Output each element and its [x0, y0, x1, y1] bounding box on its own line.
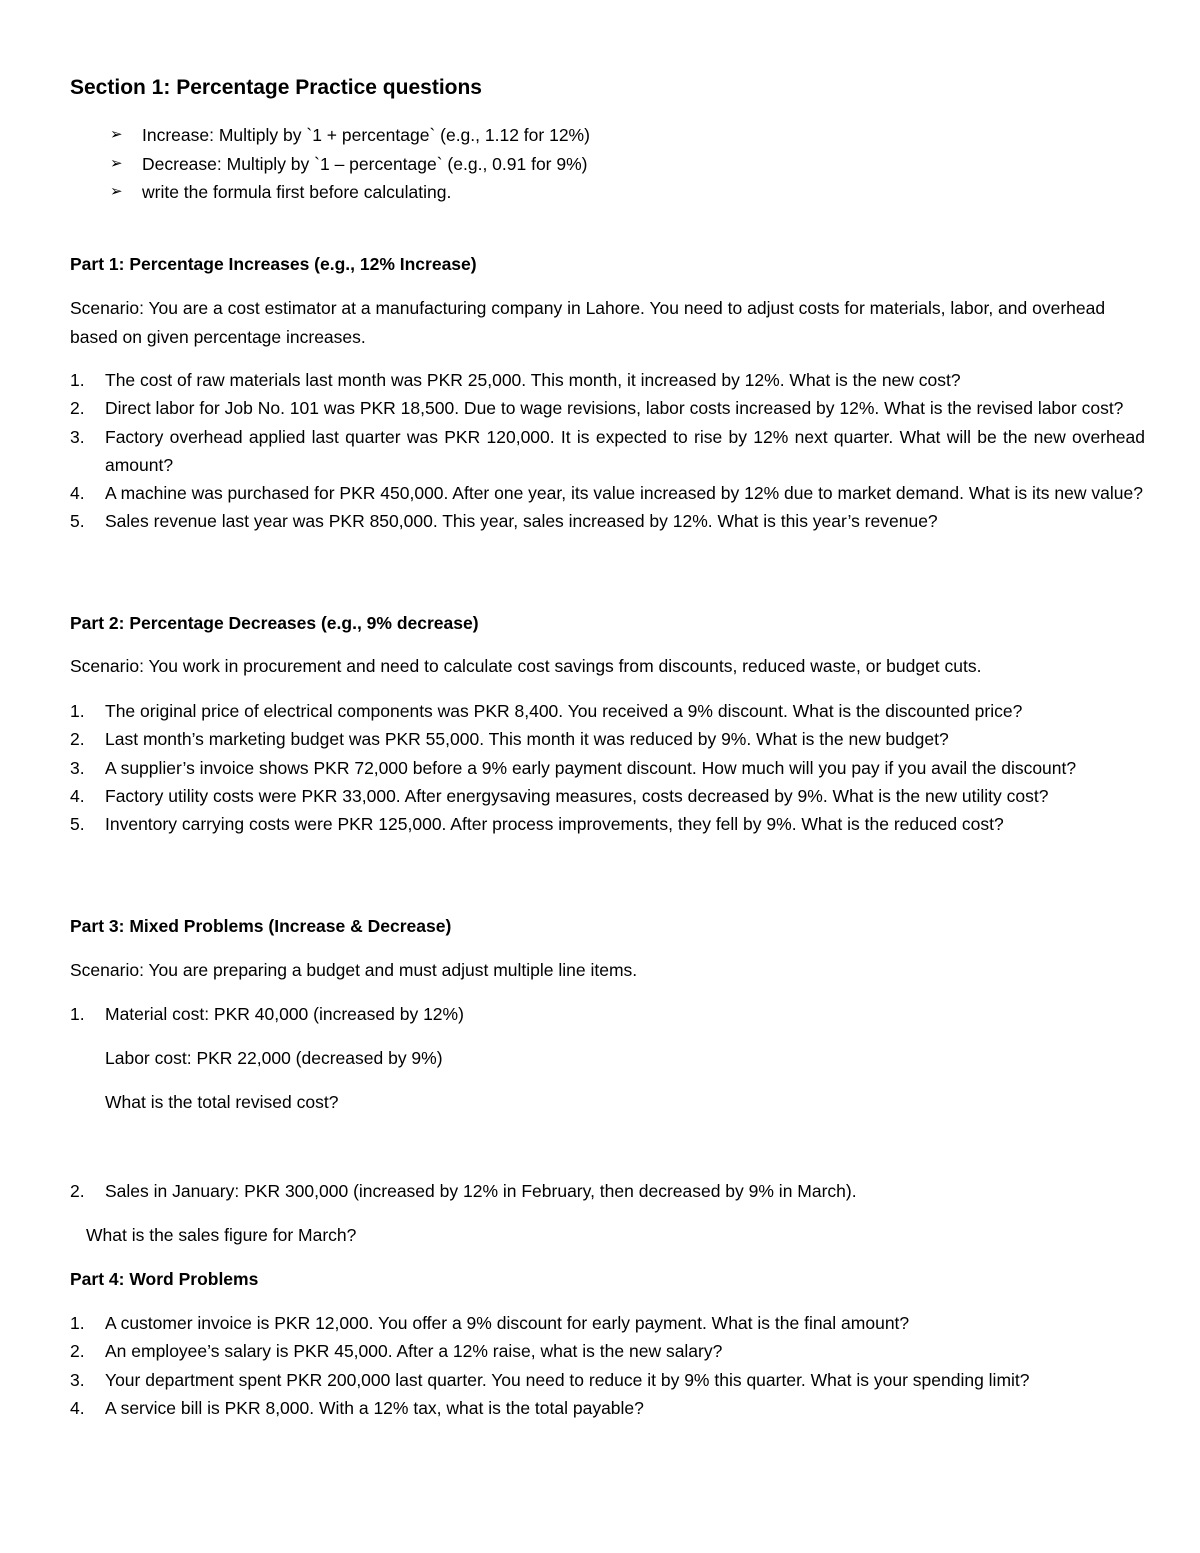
question-item: 3. Factory overhead applied last quarter was PKR 120,000. It is expected to rise by 12% next quarter. What will be the new overhead amount? — [70, 426, 1145, 475]
part2-scenario: Scenario: You work in procurement and need to calculate cost savings from discounts, reduced waste, or budget cuts. — [70, 656, 982, 676]
mixed-q1-line: Material cost: PKR 40,000 (increased by 12%) — [105, 1004, 464, 1024]
mixed-q1-line: What is the total revised cost? — [105, 1092, 339, 1112]
arrow-bullet-icon: ➢ — [110, 154, 123, 172]
instruction-item: ➢ Decrease: Multiply by `1 – percentage` (e.g., 0.91 for 9%) — [70, 150, 590, 179]
question-item: 1. The original price of electrical components was PKR 8,400. You received a 9% discount. What is the discounted price? — [70, 701, 1023, 721]
part2-question-list — [70, 697, 1145, 838]
question-item: 2. Last month’s marketing budget was PKR 55,000. This month it was reduced by 9%. What is the new budget? — [70, 729, 949, 750]
question-item: 1. The cost of raw materials last month was PKR 25,000. This month, it increased by 12%. What is the new cost? — [70, 370, 961, 390]
part4-heading: Part 4: Word Problems — [70, 1269, 259, 1289]
mixed-q2-line: What is the sales figure for March? — [86, 1225, 357, 1245]
part1-question-list — [70, 366, 1145, 536]
arrow-bullet-icon: ➢ — [110, 126, 123, 143]
question-item: 2. An employee’s salary is PKR 45,000. After a 12% raise, what is the new salary? — [70, 1341, 723, 1362]
arrow-bullet-icon: ➢ — [110, 183, 123, 200]
part4-question-list — [70, 1309, 1145, 1422]
mixed-q2-line: Sales in January: PKR 300,000 (increased by 12% in February, then decreased by 9% in March). — [105, 1181, 857, 1201]
question-item: 4. Factory utility costs were PKR 33,000. After energysaving measures, costs decreased by 9%. What is the new utility cost? — [70, 785, 1049, 806]
question-item: 5. Inventory carrying costs were PKR 125,000. After process improvements, they fell by 9%. What is the reduced cost? — [70, 814, 1004, 835]
question-item: 4. A machine was purchased for PKR 450,000. After one year, its value increased by 12% due to market demand. What is its new value? — [70, 483, 1143, 504]
question-item: 3. A supplier’s invoice shows PKR 72,000 before a 9% early payment discount. How much will you pay if you avail the discount? — [70, 757, 1077, 778]
part3-scenario: Scenario: You are preparing a budget and must adjust multiple line items. — [70, 960, 638, 980]
question-number: 2. — [70, 1181, 85, 1201]
question-item: 2. Direct labor for Job No. 101 was PKR 18,500. Due to wage revisions, labor costs increased by 12%. What is the revised labor cost? — [70, 398, 1124, 419]
part1-heading: Part 1: Percentage Increases (e.g., 12% Increase) — [70, 254, 477, 274]
instruction-item: ➢ Increase: Multiply by `1 + percentage` (e.g., 1.12 for 12%) — [70, 121, 590, 150]
part2-heading: Part 2: Percentage Decreases (e.g., 9% decrease) — [70, 613, 479, 633]
question-item: 5. Sales revenue last year was PKR 850,000. This year, sales increased by 12%. What is this year’s revenue? — [70, 511, 938, 532]
instruction-item: ➢ write the formula first before calculating. — [70, 178, 590, 207]
question-number: 1. — [70, 1004, 85, 1024]
mixed-q1-line: Labor cost: PKR 22,000 (decreased by 9%) — [105, 1048, 443, 1068]
part3-heading: Part 3: Mixed Problems (Increase & Decrease) — [70, 916, 452, 936]
part1-scenario: Scenario: You are a cost estimator at a manufacturing company in Lahore. You need to adjust costs for materials, labor, and overhead based on given percentage increases. — [70, 298, 1106, 347]
question-item: 3. Your department spent PKR 200,000 last quarter. You need to reduce it by 9% this quarter. What is your spending limit? — [70, 1369, 1030, 1390]
instruction-list — [70, 121, 590, 207]
question-item: 1. A customer invoice is PKR 12,000. You offer a 9% discount for early payment. What is the final amount? — [70, 1313, 910, 1333]
section-title: Section 1: Percentage Practice questions — [70, 76, 482, 99]
question-item: 4. A service bill is PKR 8,000. With a 12% tax, what is the total payable? — [70, 1397, 644, 1418]
